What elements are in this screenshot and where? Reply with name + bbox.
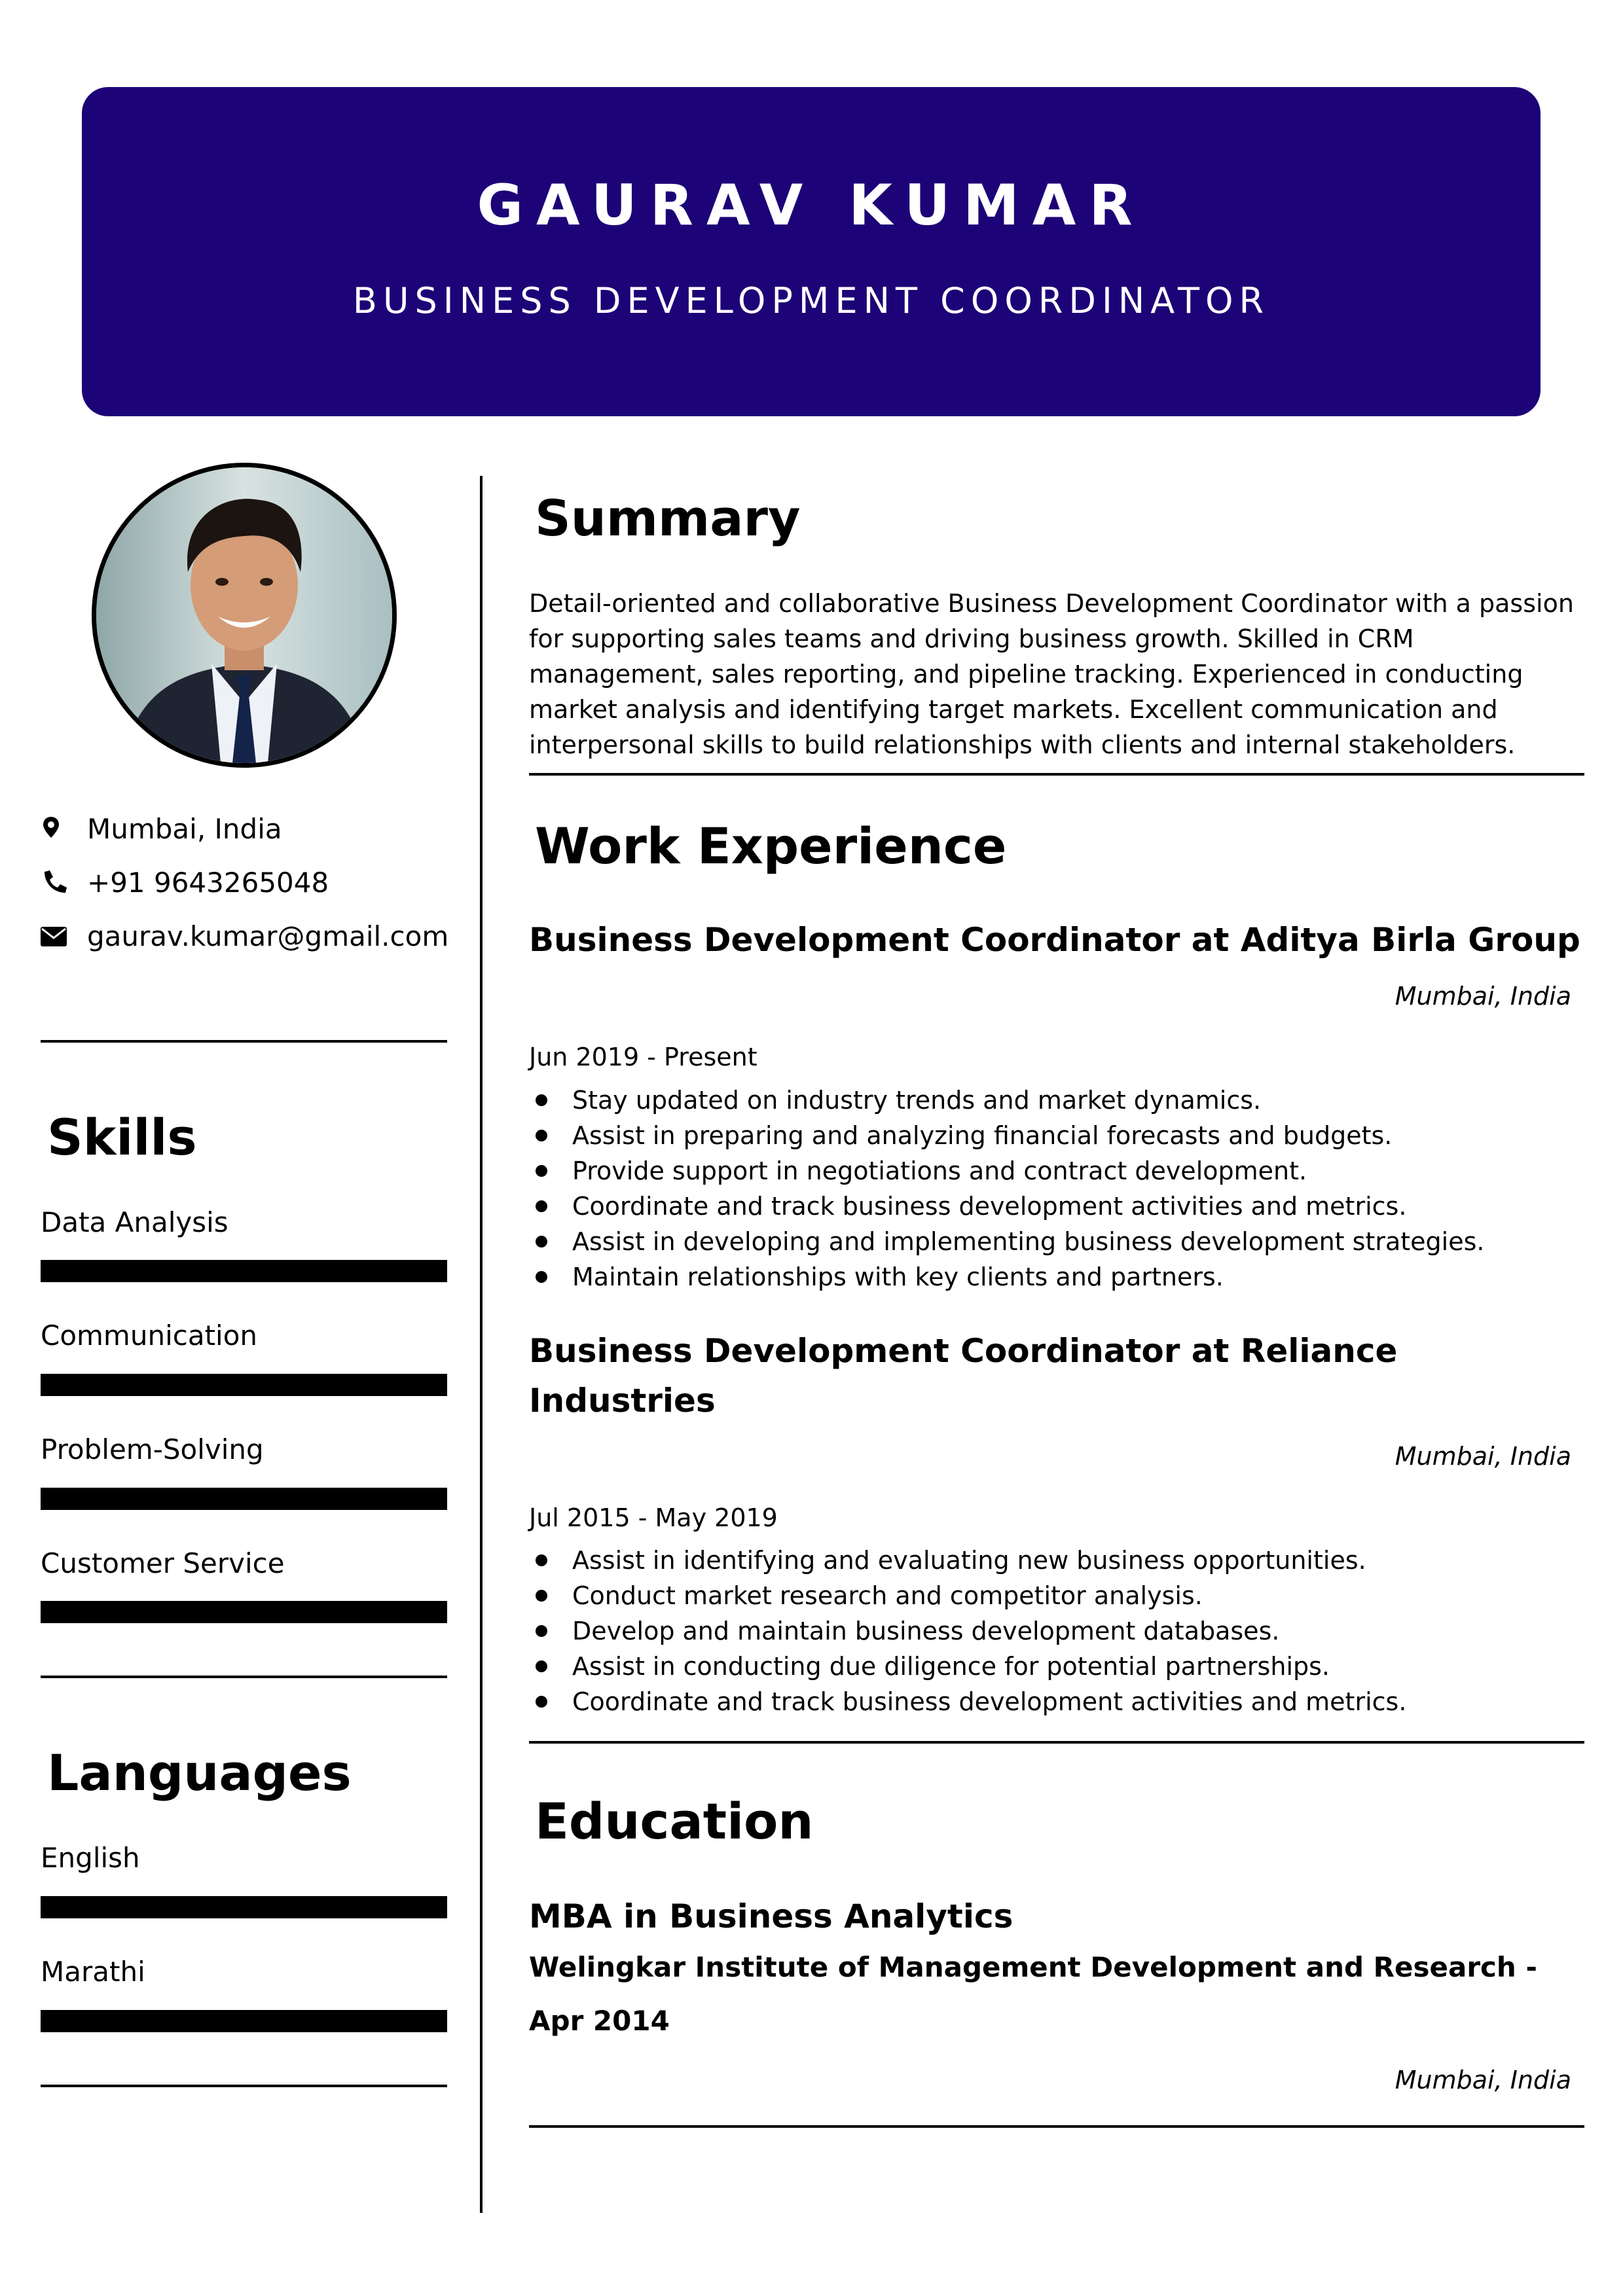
education-heading: Education	[535, 1792, 814, 1850]
bullet-text: Provide support in negotiations and contract development.	[572, 1157, 1307, 1185]
email-text: gaurav.kumar@gmail.com	[87, 920, 449, 952]
bullet-dot	[536, 1625, 547, 1637]
bullet-dot	[536, 1590, 547, 1602]
bullet-text: Coordinate and track business development activities and metrics.	[572, 1687, 1407, 1716]
job-location: Mumbai, India	[1395, 982, 1571, 1011]
language-label: English	[41, 1842, 140, 1874]
profile-photo	[92, 463, 397, 768]
header-banner	[82, 87, 1541, 416]
bullet-text: Stay updated on industry trends and market dynamics.	[572, 1086, 1262, 1115]
phone-icon	[39, 868, 71, 899]
job-title: Business Development Coordinator at Reliance Industries	[529, 1332, 1398, 1420]
divider	[529, 1741, 1584, 1744]
divider	[41, 2085, 447, 2087]
bullet-text: Develop and maintain business development databases.	[572, 1617, 1280, 1645]
skills-heading: Skills	[47, 1108, 197, 1166]
job-dates: Jun 2019 - Present	[529, 1043, 757, 1071]
bullet-dot	[536, 1094, 547, 1106]
location-text: Mumbai, India	[87, 813, 282, 845]
bullet-text: Maintain relationships with key clients and partners.	[572, 1263, 1224, 1291]
envelope-icon	[39, 922, 71, 953]
job-title: Business Development Coordinator at Aditya Birla Group	[529, 921, 1580, 959]
bullet-dot	[536, 1271, 547, 1283]
list-item	[529, 1578, 1583, 1613]
summary-text: Detail-oriented and collaborative Business Development Coordinator with a passion for supporting sales teams and driving business growth. Skilled in CRM management, sales reporting, and pipeline tracking. Experienced in conducting market analysis and identifying target markets. Excellent communication and interpersonal skills to build relationships with clients and internal stakeholders.	[529, 589, 1574, 759]
bullet-text: Coordinate and track business development activities and metrics.	[572, 1192, 1407, 1221]
work-experience-heading: Work Experience	[535, 817, 1007, 875]
map-pin-icon	[39, 814, 71, 846]
bullet-dot	[536, 1236, 547, 1247]
skill-label: Problem-Solving	[41, 1433, 264, 1465]
bullet-text: Assist in identifying and evaluating new business opportunities.	[572, 1546, 1366, 1575]
list-item	[529, 1543, 1583, 1578]
bullet-dot	[536, 1200, 547, 1212]
bullet-text: Conduct market research and competitor analysis.	[572, 1581, 1203, 1610]
skill-bar	[41, 1374, 447, 1396]
phone-text: +91 9643265048	[87, 867, 329, 899]
job-bullets	[529, 1083, 1583, 1295]
skill-bar	[41, 1260, 447, 1282]
divider	[41, 1676, 447, 1678]
languages-heading: Languages	[47, 1744, 352, 1802]
bullet-dot	[536, 1165, 547, 1177]
candidate-title: BUSINESS DEVELOPMENT COORDINATOR	[352, 280, 1270, 321]
list-item	[529, 1189, 1583, 1224]
list-item	[529, 1649, 1583, 1684]
skill-label: Communication	[41, 1319, 258, 1352]
skill-bar	[41, 1488, 447, 1510]
list-item	[529, 1259, 1583, 1295]
language-bar	[41, 2010, 447, 2032]
language-bar	[41, 1896, 447, 1918]
bullet-dot	[536, 1130, 547, 1141]
list-item	[529, 1613, 1583, 1649]
education-location: Mumbai, India	[1395, 2066, 1571, 2094]
job-location: Mumbai, India	[1395, 1442, 1571, 1471]
divider	[41, 1040, 447, 1043]
list-item	[529, 1684, 1583, 1719]
divider	[529, 2125, 1584, 2128]
bullet-dot	[536, 1554, 547, 1566]
education-degree: MBA in Business Analytics	[529, 1897, 1013, 1935]
list-item	[529, 1118, 1583, 1153]
bullet-text: Assist in preparing and analyzing financial forecasts and budgets.	[572, 1121, 1393, 1150]
bullet-dot	[536, 1660, 547, 1672]
job-bullets	[529, 1543, 1583, 1719]
bullet-dot	[536, 1696, 547, 1708]
language-label: Marathi	[41, 1956, 145, 1988]
list-item	[529, 1224, 1583, 1259]
skill-label: Data Analysis	[41, 1206, 228, 1238]
divider	[529, 773, 1584, 776]
column-divider	[480, 476, 483, 2213]
summary-heading: Summary	[535, 489, 801, 547]
skill-label: Customer Service	[41, 1547, 285, 1579]
candidate-name: GAURAV KUMAR	[477, 173, 1146, 238]
bullet-text: Assist in developing and implementing business development strategies.	[572, 1227, 1485, 1256]
list-item	[529, 1083, 1583, 1118]
education-school: Welingkar Institute of Management Development and Research - Apr 2014	[529, 1951, 1537, 2037]
job-dates: Jul 2015 - May 2019	[529, 1503, 778, 1532]
list-item	[529, 1153, 1583, 1189]
skill-bar	[41, 1601, 447, 1623]
bullet-text: Assist in conducting due diligence for potential partnerships.	[572, 1652, 1330, 1681]
